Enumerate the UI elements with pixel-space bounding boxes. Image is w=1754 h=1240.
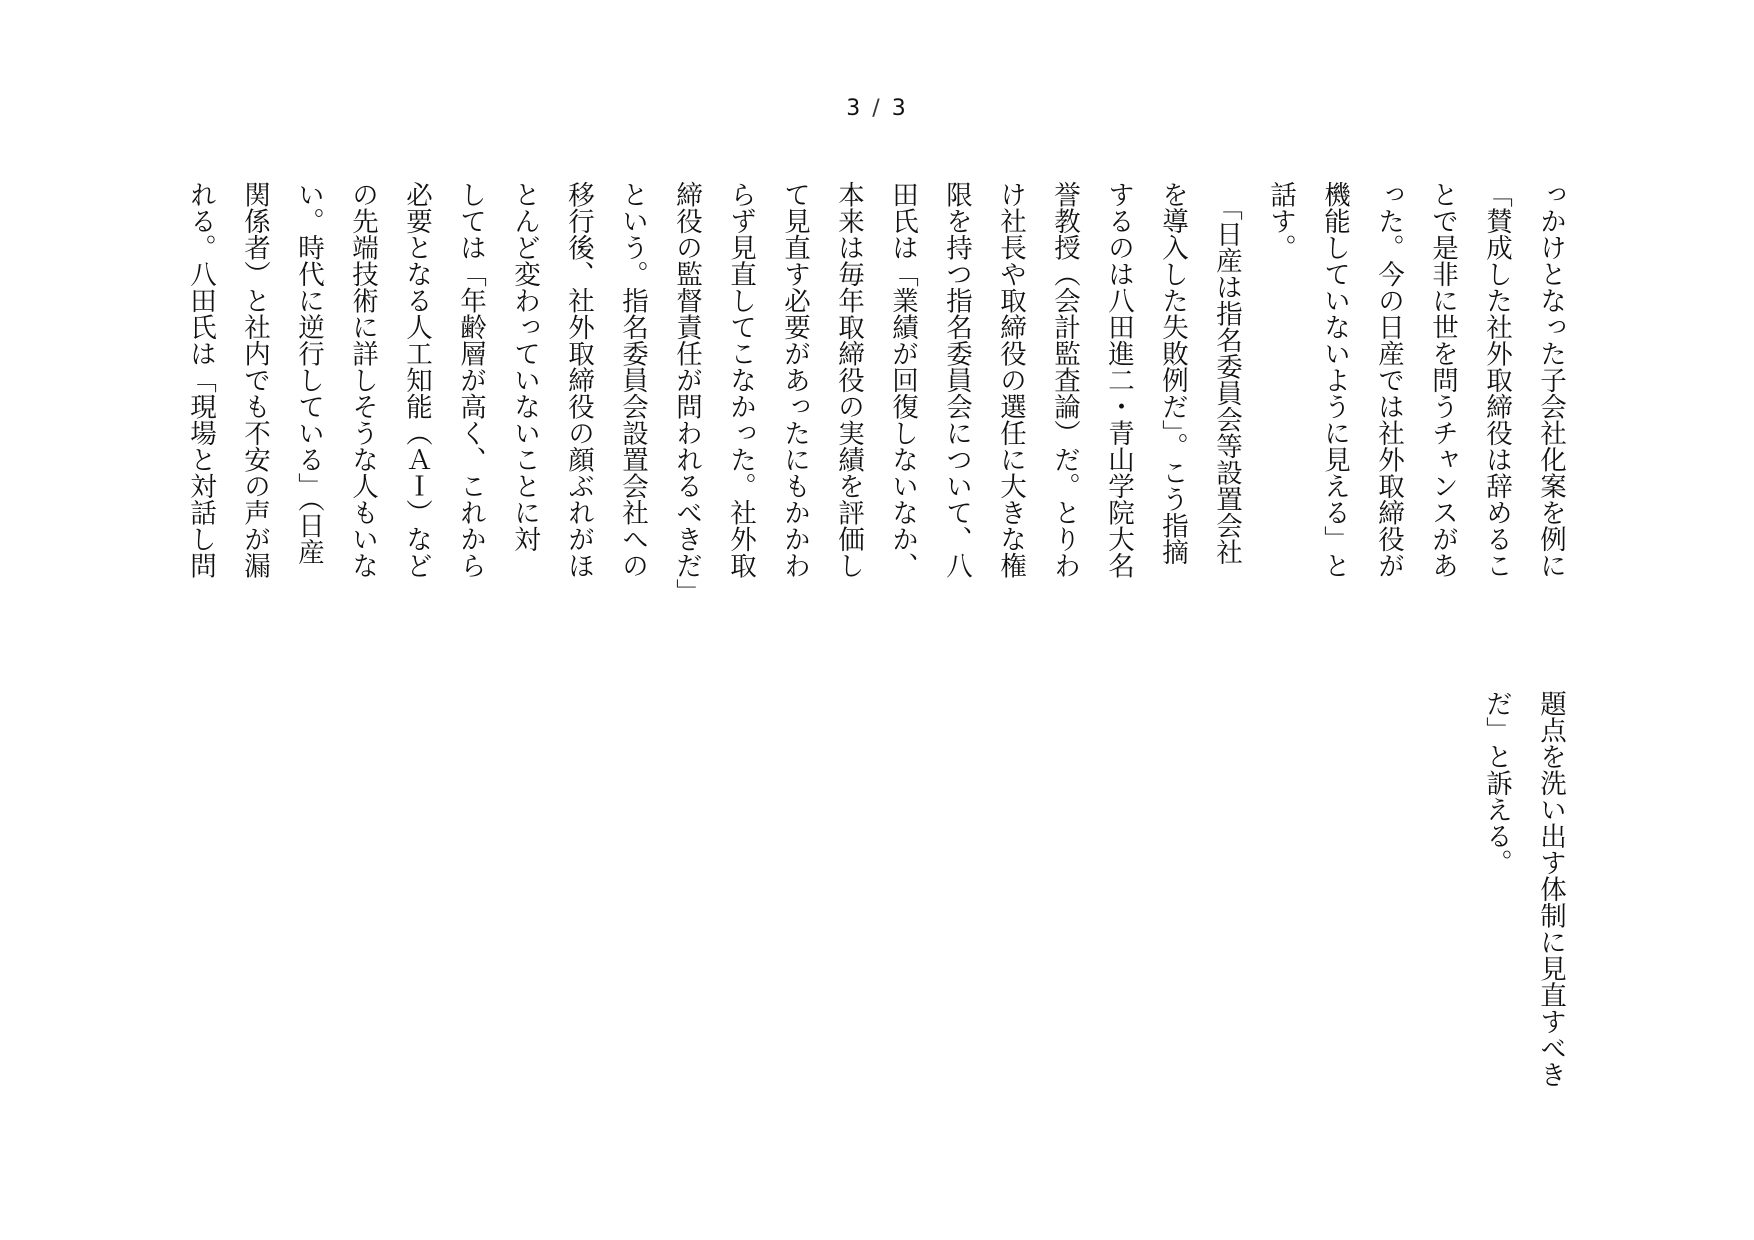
article-text-lower <box>1469 690 1577 1088</box>
text-column: 誉教授（会計監査論）だ。とりわ <box>1049 181 1080 579</box>
text-column: け社長や取締役の選任に大きな権 <box>995 181 1026 579</box>
page-current: 3 <box>846 96 863 121</box>
article-text-upper <box>173 181 1577 605</box>
text-column: 締役の監督責任が問われるべきだ」 <box>671 181 702 605</box>
text-column: 話す。 <box>1265 181 1296 261</box>
text-column: とんど変わっていないことに対 <box>509 181 540 552</box>
text-column: 機能していないように見える」と <box>1319 181 1350 579</box>
text-column: を導入した失敗例だ」。こう指摘 <box>1157 181 1188 566</box>
text-column: 移行後、社外取締役の顔ぶれがほ <box>563 181 594 579</box>
text-column: 関係者）と社内でも不安の声が漏 <box>239 181 270 579</box>
text-column: 「日産は指名委員会等設置会社 <box>1211 181 1242 566</box>
text-column: だ」と訴える。 <box>1481 690 1512 876</box>
text-column: らず見直してこなかった。社外取 <box>725 181 756 579</box>
text-column: い。時代に逆行している」（日産 <box>293 181 324 566</box>
text-column: という。指名委員会設置会社への <box>617 181 648 579</box>
page-separator: / <box>872 96 882 121</box>
page-number <box>0 96 1754 121</box>
text-column: 「賛成した社外取締役は辞めるこ <box>1481 181 1512 579</box>
text-column: 必要となる人工知能（ＡＩ）など <box>401 181 432 579</box>
text-column: 限を持つ指名委員会について、八 <box>941 181 972 579</box>
text-column: った。今の日産では社外取締役が <box>1373 181 1404 579</box>
text-column: 田氏は「業績が回復しないなか、 <box>887 181 918 579</box>
text-column: れる。八田氏は「現場と対話し問 <box>185 181 216 579</box>
text-column: 本来は毎年取締役の実績を評価し <box>833 181 864 579</box>
text-column: するのは八田進二・青山学院大名 <box>1103 181 1134 579</box>
text-column: とで是非に世を問うチャンスがあ <box>1427 181 1458 579</box>
page-total: 3 <box>891 96 908 121</box>
text-column: 題点を洗い出す体制に見直すべき <box>1535 690 1566 1088</box>
text-column: の先端技術に詳しそうな人もいな <box>347 181 378 579</box>
text-column: しては「年齢層が高く、これから <box>455 181 486 579</box>
text-column: っかけとなった子会社化案を例に <box>1535 181 1566 579</box>
text-column: て見直す必要があったにもかかわ <box>779 181 810 579</box>
